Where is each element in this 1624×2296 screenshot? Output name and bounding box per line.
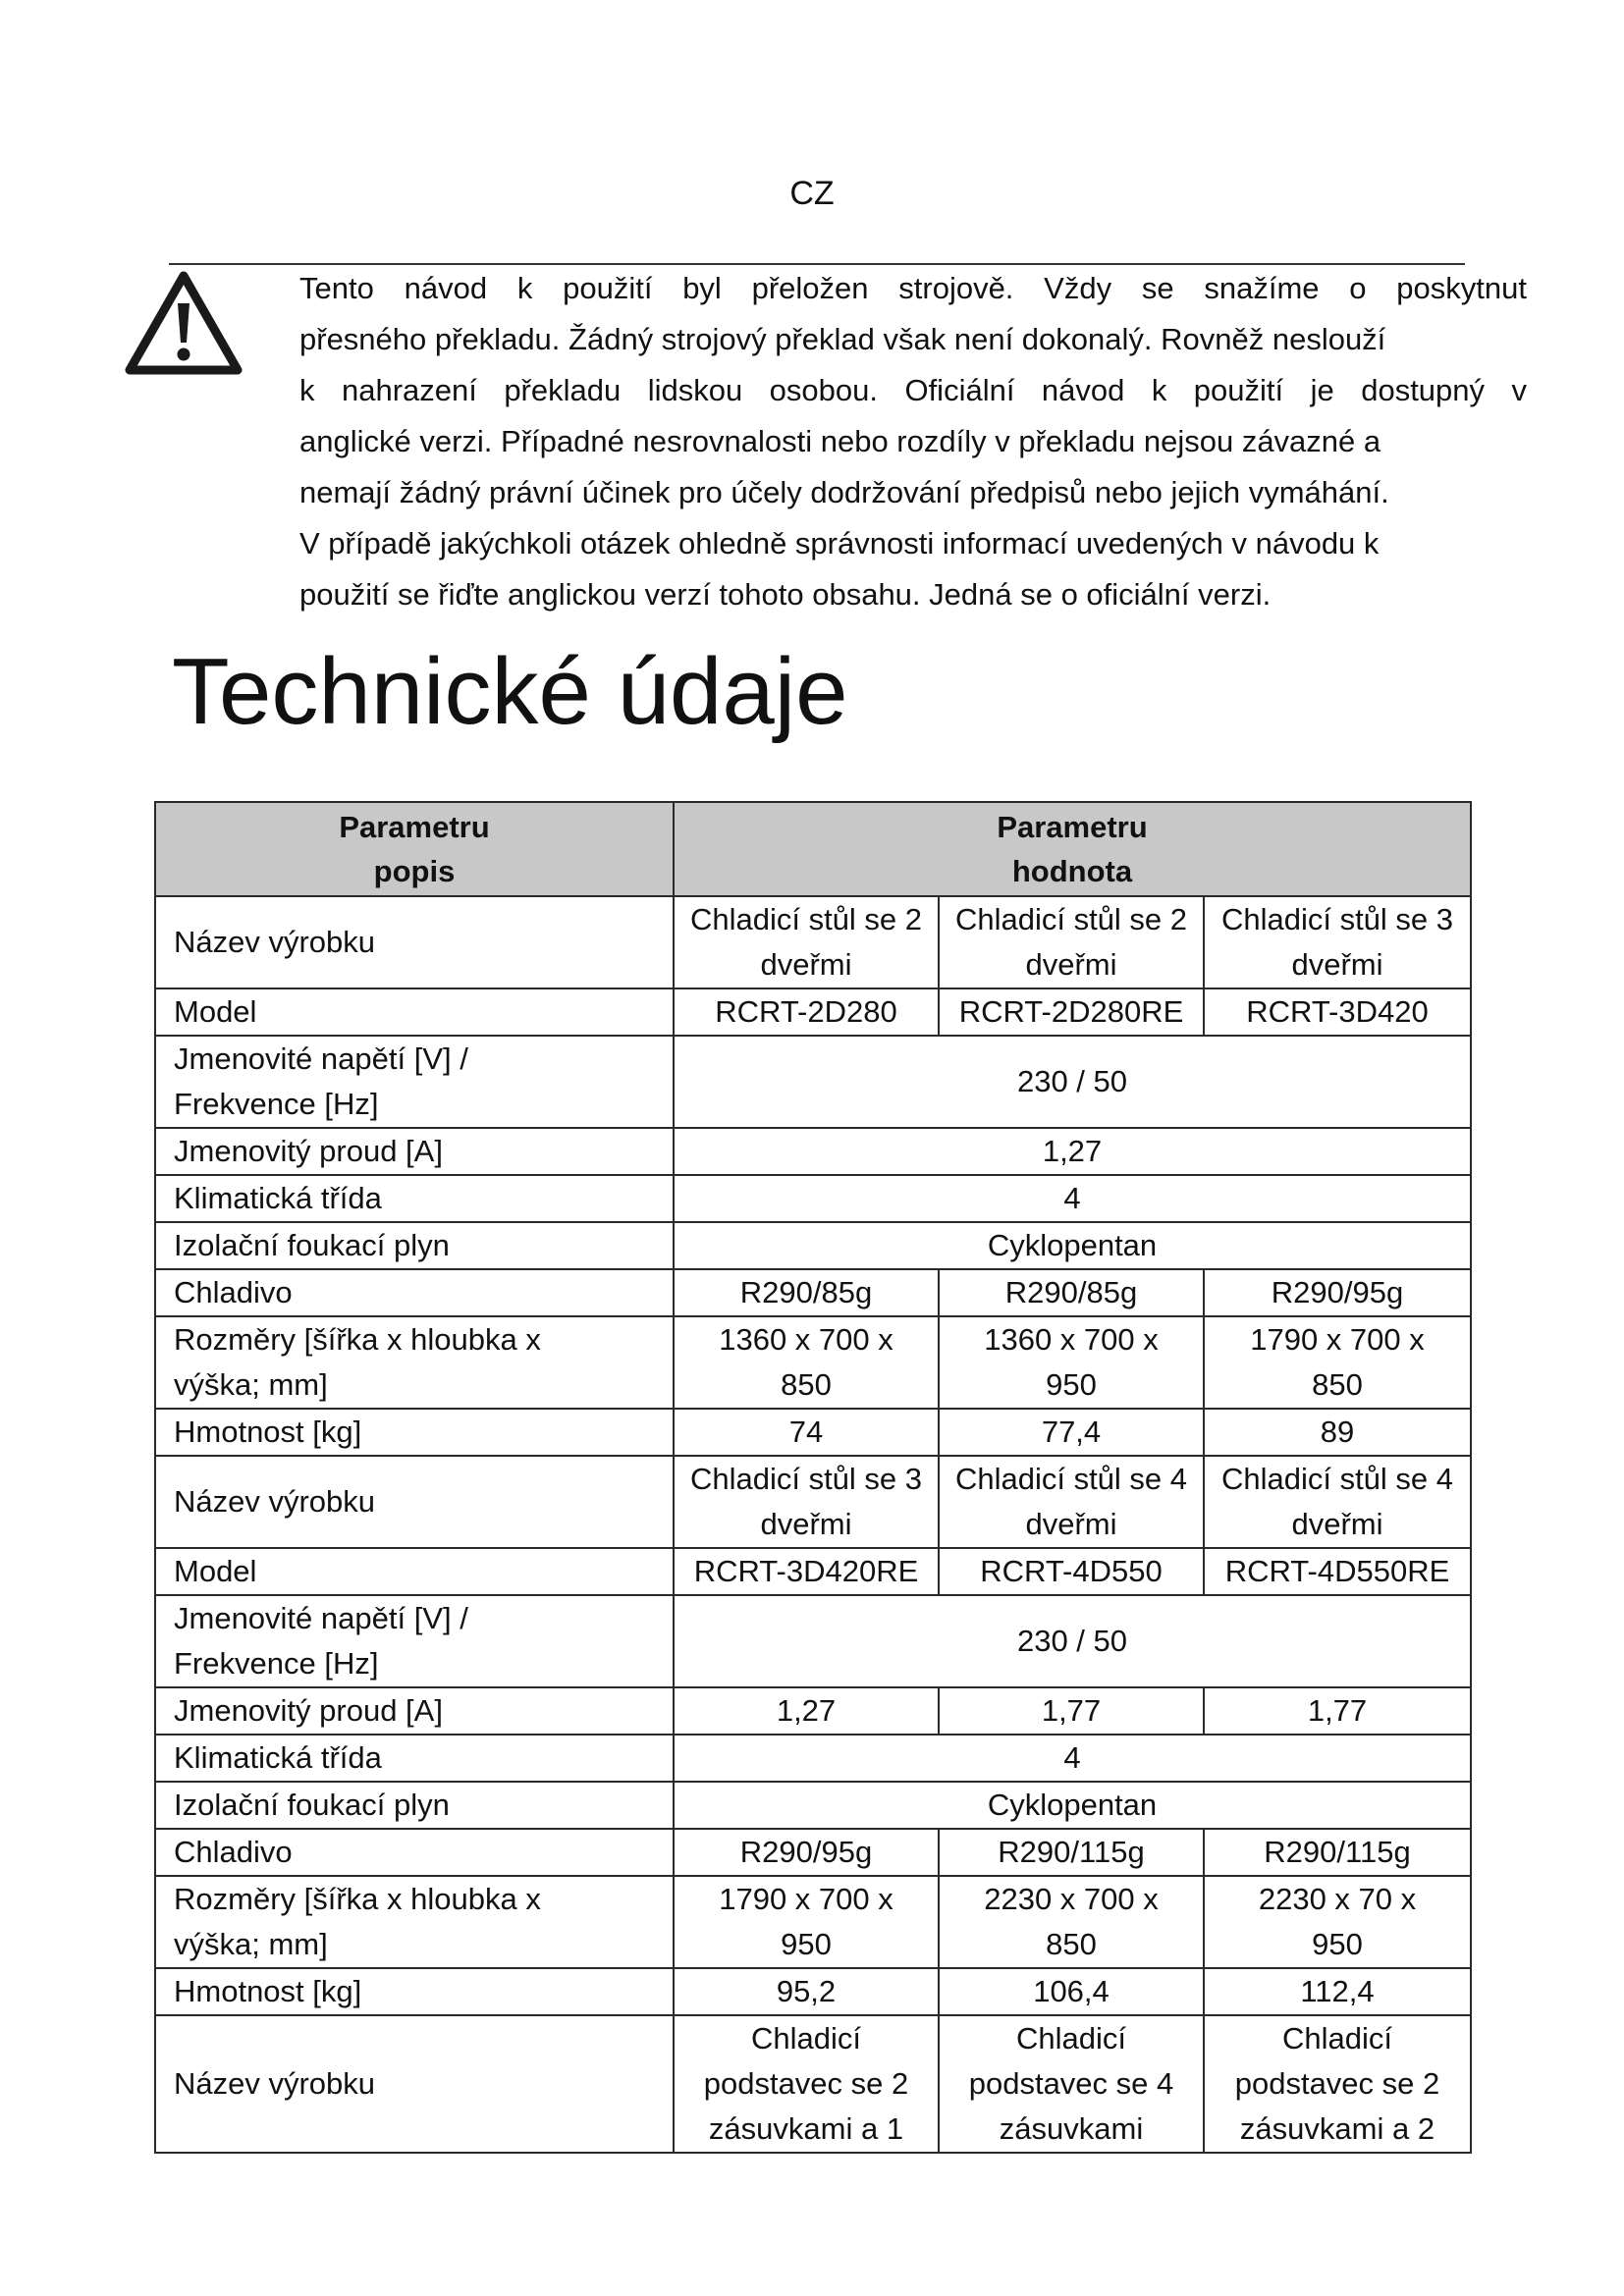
notice-line: přesného překladu. Žádný strojový překlad však není dokonalý. Rovněž neslouží: [299, 322, 1386, 356]
parameter-value: Chladicí stůl se 3 dveřmi: [1204, 896, 1471, 988]
parameter-value: R290/85g: [939, 1269, 1204, 1316]
parameter-value: RCRT-3D420RE: [674, 1548, 939, 1595]
parameter-value: Chladicí stůl se 2 dveřmi: [939, 896, 1204, 988]
parameter-value: RCRT-4D550RE: [1204, 1548, 1471, 1595]
parameter-value: Chladicí podstavec se 2 zásuvkami a 2: [1204, 2015, 1471, 2153]
table-row: [155, 988, 1471, 1036]
parameter-label: Hmotnost [kg]: [155, 1968, 674, 2015]
table-row: [155, 896, 1471, 988]
parameter-value: 77,4: [939, 1409, 1204, 1456]
parameter-value: Chladicí stůl se 3 dveřmi: [674, 1456, 939, 1548]
parameter-value: Chladicí stůl se 4 dveřmi: [939, 1456, 1204, 1548]
table-row: [155, 1036, 1471, 1128]
parameter-value: 2230 x 70 x 950: [1204, 1876, 1471, 1968]
parameter-value: RCRT-4D550: [939, 1548, 1204, 1595]
warning-icon: [124, 270, 244, 376]
parameter-label: Izolační foukací plyn: [155, 1222, 674, 1269]
parameter-value: R290/95g: [1204, 1269, 1471, 1316]
table-row: [155, 1175, 1471, 1222]
parameter-label: Název výrobku: [155, 1456, 674, 1548]
table-row: [155, 1409, 1471, 1456]
notice-line: použití se řiďte anglickou verzí tohoto obsahu. Jedná se o oficiální verzi.: [299, 577, 1272, 612]
parameter-value: 4: [674, 1735, 1471, 1782]
parameter-value: 4: [674, 1175, 1471, 1222]
table-row: [155, 2015, 1471, 2153]
table-row: [155, 1456, 1471, 1548]
parameter-label: Hmotnost [kg]: [155, 1409, 674, 1456]
parameter-value: R290/115g: [1204, 1829, 1471, 1876]
parameter-value: 1,27: [674, 1128, 1471, 1175]
parameter-label: Klimatická třída: [155, 1175, 674, 1222]
parameter-label: Izolační foukací plyn: [155, 1782, 674, 1829]
parameter-value: Chladicí podstavec se 4 zásuvkami: [939, 2015, 1204, 2153]
language-code: CZ: [789, 175, 835, 212]
table-row: [155, 1269, 1471, 1316]
parameter-value: 95,2: [674, 1968, 939, 2015]
parameter-value: 1,27: [674, 1687, 939, 1735]
parameter-label: Klimatická třída: [155, 1735, 674, 1782]
parameter-label: Jmenovitý proud [A]: [155, 1128, 674, 1175]
parameter-value: Cyklopentan: [674, 1782, 1471, 1829]
notice-line: V případě jakýchkoli otázek ohledně správnosti informací uvedených v návodu k: [299, 526, 1380, 561]
technical-specs-table: [154, 801, 1472, 2154]
parameter-value: 230 / 50: [674, 1036, 1471, 1128]
machine-translation-notice: [299, 263, 1527, 620]
parameter-value: 74: [674, 1409, 939, 1456]
parameter-value: RCRT-3D420: [1204, 988, 1471, 1036]
parameter-value: 1790 x 700 x 950: [674, 1876, 939, 1968]
parameter-label: Model: [155, 988, 674, 1036]
parameter-value: 1360 x 700 x 850: [674, 1316, 939, 1409]
parameter-value: 1,77: [939, 1687, 1204, 1735]
parameter-label: Jmenovité napětí [V] / Frekvence [Hz]: [155, 1595, 674, 1687]
parameter-value: R290/115g: [939, 1829, 1204, 1876]
parameter-label: Chladivo: [155, 1829, 674, 1876]
table-row: [155, 1222, 1471, 1269]
notice-line: k nahrazení překladu lidskou osobou. Oficiální návod k použití je dostupný v: [299, 373, 1527, 407]
parameter-label: Jmenovitý proud [A]: [155, 1687, 674, 1735]
parameter-value: Chladicí podstavec se 2 zásuvkami a 1: [674, 2015, 939, 2153]
parameter-value: 89: [1204, 1409, 1471, 1456]
notice-line: Tento návod k použití byl přeložen strojově. Vždy se snažíme o poskytnut: [299, 271, 1527, 305]
header-param-value: Parametru hodnota: [674, 802, 1471, 896]
parameter-value: Chladicí stůl se 4 dveřmi: [1204, 1456, 1471, 1548]
parameter-label: Jmenovité napětí [V] / Frekvence [Hz]: [155, 1036, 674, 1128]
parameter-value: 230 / 50: [674, 1595, 1471, 1687]
parameter-label: Název výrobku: [155, 896, 674, 988]
parameter-value: 112,4: [1204, 1968, 1471, 2015]
table-row: [155, 1829, 1471, 1876]
table-body: [155, 896, 1471, 2153]
notice-line: anglické verzi. Případné nesrovnalosti nebo rozdíly v překladu nejsou závazné a: [299, 424, 1381, 458]
notice-line: nemají žádný právní účinek pro účely dodržování předpisů nebo jejich vymáhání.: [299, 475, 1389, 509]
parameter-value: 1790 x 700 x 850: [1204, 1316, 1471, 1409]
table-row: [155, 1128, 1471, 1175]
header-param-description: Parametru popis: [155, 802, 674, 896]
parameter-value: Chladicí stůl se 2 dveřmi: [674, 896, 939, 988]
parameter-value: RCRT-2D280: [674, 988, 939, 1036]
table-row: [155, 1548, 1471, 1595]
parameter-value: 1,77: [1204, 1687, 1471, 1735]
parameter-value: 1360 x 700 x 950: [939, 1316, 1204, 1409]
table-row: [155, 1687, 1471, 1735]
table-row: [155, 1876, 1471, 1968]
parameter-label: Rozměry [šířka x hloubka x výška; mm]: [155, 1316, 674, 1409]
parameter-value: 2230 x 700 x 850: [939, 1876, 1204, 1968]
table-row: [155, 1735, 1471, 1782]
parameter-value: R290/95g: [674, 1829, 939, 1876]
parameter-value: Cyklopentan: [674, 1222, 1471, 1269]
table-row: [155, 1595, 1471, 1687]
page-title: Technické údaje: [172, 639, 848, 744]
parameter-label: Model: [155, 1548, 674, 1595]
table-row: [155, 1968, 1471, 2015]
table-row: [155, 1316, 1471, 1409]
table-header-row: [155, 802, 1471, 896]
table-row: [155, 1782, 1471, 1829]
parameter-value: 106,4: [939, 1968, 1204, 2015]
parameter-label: Název výrobku: [155, 2015, 674, 2153]
parameter-label: Chladivo: [155, 1269, 674, 1316]
parameter-label: Rozměry [šířka x hloubka x výška; mm]: [155, 1876, 674, 1968]
parameter-value: R290/85g: [674, 1269, 939, 1316]
parameter-value: RCRT-2D280RE: [939, 988, 1204, 1036]
